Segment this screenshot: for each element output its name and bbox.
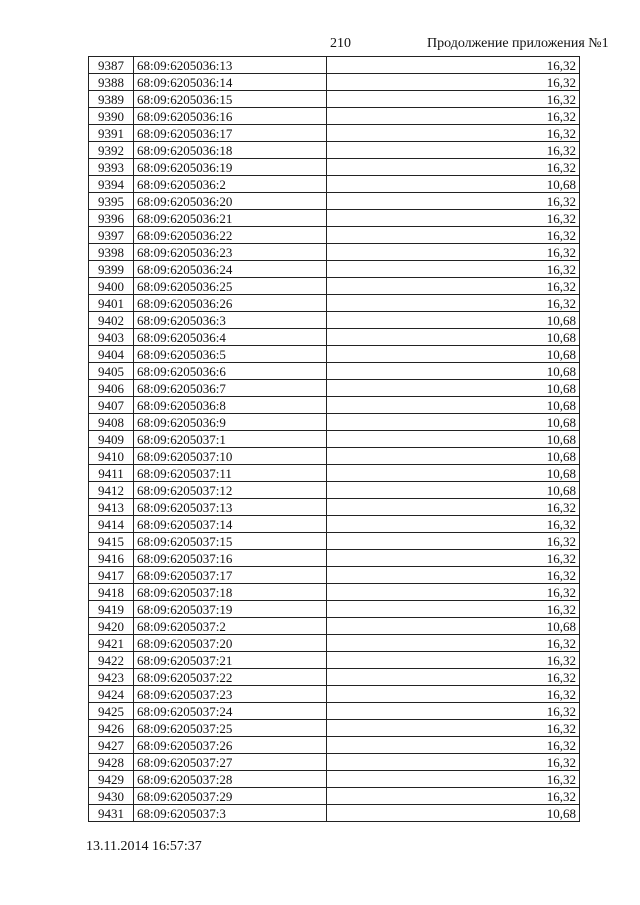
table-row — [89, 159, 580, 176]
cadastral-number-cell: 68:09:6205037:18 — [134, 584, 327, 601]
table-row — [89, 516, 580, 533]
table-row — [89, 244, 580, 261]
table-row — [89, 550, 580, 567]
row-number-cell: 9409 — [89, 431, 134, 448]
cadastral-number-cell: 68:09:6205036:25 — [134, 278, 327, 295]
table-row — [89, 805, 580, 822]
value-cell: 10,68 — [327, 448, 580, 465]
table-row — [89, 74, 580, 91]
table-row — [89, 210, 580, 227]
row-number-cell: 9402 — [89, 312, 134, 329]
cadastral-number-cell: 68:09:6205037:27 — [134, 754, 327, 771]
row-number-cell: 9410 — [89, 448, 134, 465]
value-cell: 10,68 — [327, 363, 580, 380]
value-cell: 16,32 — [327, 703, 580, 720]
table-row — [89, 448, 580, 465]
value-cell: 16,32 — [327, 516, 580, 533]
row-number-cell: 9418 — [89, 584, 134, 601]
row-number-cell: 9425 — [89, 703, 134, 720]
cadastral-number-cell: 68:09:6205036:13 — [134, 57, 327, 74]
cadastral-number-cell: 68:09:6205037:2 — [134, 618, 327, 635]
table-row — [89, 465, 580, 482]
cadastral-number-cell: 68:09:6205036:19 — [134, 159, 327, 176]
cadastral-number-cell: 68:09:6205036:8 — [134, 397, 327, 414]
page-header-title: Продолжение приложения №1 — [427, 36, 609, 51]
value-cell: 10,68 — [327, 618, 580, 635]
table-row — [89, 227, 580, 244]
row-number-cell: 9387 — [89, 57, 134, 74]
value-cell: 16,32 — [327, 295, 580, 312]
table-row — [89, 567, 580, 584]
table-row — [89, 652, 580, 669]
registry-table — [88, 56, 580, 822]
table-row — [89, 176, 580, 193]
cadastral-number-cell: 68:09:6205037:20 — [134, 635, 327, 652]
table-row — [89, 414, 580, 431]
table-row — [89, 754, 580, 771]
row-number-cell: 9430 — [89, 788, 134, 805]
row-number-cell: 9394 — [89, 176, 134, 193]
table-row — [89, 533, 580, 550]
cadastral-number-cell: 68:09:6205037:11 — [134, 465, 327, 482]
value-cell: 16,32 — [327, 74, 580, 91]
table-row — [89, 295, 580, 312]
row-number-cell: 9391 — [89, 125, 134, 142]
cadastral-number-cell: 68:09:6205037:26 — [134, 737, 327, 754]
row-number-cell: 9404 — [89, 346, 134, 363]
table-row — [89, 584, 580, 601]
value-cell: 16,32 — [327, 210, 580, 227]
value-cell: 16,32 — [327, 142, 580, 159]
cadastral-number-cell: 68:09:6205037:25 — [134, 720, 327, 737]
row-number-cell: 9419 — [89, 601, 134, 618]
row-number-cell: 9398 — [89, 244, 134, 261]
cadastral-number-cell: 68:09:6205037:29 — [134, 788, 327, 805]
row-number-cell: 9408 — [89, 414, 134, 431]
table-row — [89, 346, 580, 363]
row-number-cell: 9426 — [89, 720, 134, 737]
cadastral-number-cell: 68:09:6205036:22 — [134, 227, 327, 244]
table-row — [89, 57, 580, 74]
value-cell: 10,68 — [327, 805, 580, 822]
cadastral-number-cell: 68:09:6205037:17 — [134, 567, 327, 584]
cadastral-number-cell: 68:09:6205036:9 — [134, 414, 327, 431]
cadastral-number-cell: 68:09:6205036:3 — [134, 312, 327, 329]
row-number-cell: 9407 — [89, 397, 134, 414]
row-number-cell: 9424 — [89, 686, 134, 703]
value-cell: 10,68 — [327, 329, 580, 346]
value-cell: 10,68 — [327, 176, 580, 193]
row-number-cell: 9389 — [89, 91, 134, 108]
table-row — [89, 635, 580, 652]
cadastral-number-cell: 68:09:6205037:21 — [134, 652, 327, 669]
row-number-cell: 9393 — [89, 159, 134, 176]
value-cell: 16,32 — [327, 108, 580, 125]
cadastral-number-cell: 68:09:6205036:7 — [134, 380, 327, 397]
table-row — [89, 108, 580, 125]
cadastral-number-cell: 68:09:6205036:26 — [134, 295, 327, 312]
table-row — [89, 278, 580, 295]
page-number: 210 — [330, 36, 351, 51]
value-cell: 16,32 — [327, 788, 580, 805]
row-number-cell: 9420 — [89, 618, 134, 635]
value-cell: 10,68 — [327, 431, 580, 448]
cadastral-number-cell: 68:09:6205037:28 — [134, 771, 327, 788]
value-cell: 16,32 — [327, 499, 580, 516]
value-cell: 16,32 — [327, 652, 580, 669]
row-number-cell: 9405 — [89, 363, 134, 380]
cadastral-number-cell: 68:09:6205037:22 — [134, 669, 327, 686]
row-number-cell: 9403 — [89, 329, 134, 346]
cadastral-number-cell: 68:09:6205037:1 — [134, 431, 327, 448]
value-cell: 16,32 — [327, 720, 580, 737]
row-number-cell: 9416 — [89, 550, 134, 567]
table-row — [89, 193, 580, 210]
cadastral-number-cell: 68:09:6205037:15 — [134, 533, 327, 550]
value-cell: 16,32 — [327, 261, 580, 278]
row-number-cell: 9390 — [89, 108, 134, 125]
cadastral-number-cell: 68:09:6205036:18 — [134, 142, 327, 159]
row-number-cell: 9414 — [89, 516, 134, 533]
table-row — [89, 771, 580, 788]
value-cell: 16,32 — [327, 125, 580, 142]
table-row — [89, 397, 580, 414]
row-number-cell: 9397 — [89, 227, 134, 244]
cadastral-number-cell: 68:09:6205036:24 — [134, 261, 327, 278]
value-cell: 16,32 — [327, 567, 580, 584]
cadastral-number-cell: 68:09:6205037:14 — [134, 516, 327, 533]
value-cell: 16,32 — [327, 771, 580, 788]
table-row — [89, 720, 580, 737]
value-cell: 10,68 — [327, 482, 580, 499]
cadastral-number-cell: 68:09:6205037:23 — [134, 686, 327, 703]
value-cell: 16,32 — [327, 533, 580, 550]
value-cell: 10,68 — [327, 380, 580, 397]
table-row — [89, 380, 580, 397]
table-row — [89, 363, 580, 380]
row-number-cell: 9423 — [89, 669, 134, 686]
row-number-cell: 9392 — [89, 142, 134, 159]
row-number-cell: 9400 — [89, 278, 134, 295]
row-number-cell: 9412 — [89, 482, 134, 499]
row-number-cell: 9395 — [89, 193, 134, 210]
table-row — [89, 482, 580, 499]
cadastral-number-cell: 68:09:6205036:23 — [134, 244, 327, 261]
table-row — [89, 261, 580, 278]
cadastral-number-cell: 68:09:6205036:2 — [134, 176, 327, 193]
cadastral-number-cell: 68:09:6205036:20 — [134, 193, 327, 210]
row-number-cell: 9429 — [89, 771, 134, 788]
value-cell: 16,32 — [327, 193, 580, 210]
value-cell: 10,68 — [327, 312, 580, 329]
cadastral-number-cell: 68:09:6205036:5 — [134, 346, 327, 363]
table-row — [89, 737, 580, 754]
row-number-cell: 9417 — [89, 567, 134, 584]
table-row — [89, 669, 580, 686]
row-number-cell: 9413 — [89, 499, 134, 516]
value-cell: 10,68 — [327, 465, 580, 482]
value-cell: 16,32 — [327, 57, 580, 74]
value-cell: 16,32 — [327, 91, 580, 108]
cadastral-number-cell: 68:09:6205036:15 — [134, 91, 327, 108]
row-number-cell: 9415 — [89, 533, 134, 550]
row-number-cell: 9431 — [89, 805, 134, 822]
table-row — [89, 431, 580, 448]
row-number-cell: 9411 — [89, 465, 134, 482]
row-number-cell: 9388 — [89, 74, 134, 91]
row-number-cell: 9421 — [89, 635, 134, 652]
value-cell: 16,32 — [327, 737, 580, 754]
cadastral-number-cell: 68:09:6205036:14 — [134, 74, 327, 91]
table-row — [89, 312, 580, 329]
row-number-cell: 9399 — [89, 261, 134, 278]
row-number-cell: 9427 — [89, 737, 134, 754]
table-row — [89, 601, 580, 618]
value-cell: 16,32 — [327, 227, 580, 244]
value-cell: 16,32 — [327, 244, 580, 261]
table-row — [89, 703, 580, 720]
value-cell: 10,68 — [327, 346, 580, 363]
value-cell: 16,32 — [327, 754, 580, 771]
cadastral-number-cell: 68:09:6205036:6 — [134, 363, 327, 380]
value-cell: 16,32 — [327, 686, 580, 703]
cadastral-number-cell: 68:09:6205037:3 — [134, 805, 327, 822]
value-cell: 16,32 — [327, 584, 580, 601]
row-number-cell: 9406 — [89, 380, 134, 397]
value-cell: 16,32 — [327, 669, 580, 686]
cadastral-number-cell: 68:09:6205036:21 — [134, 210, 327, 227]
row-number-cell: 9428 — [89, 754, 134, 771]
value-cell: 16,32 — [327, 550, 580, 567]
table-row — [89, 686, 580, 703]
table-row — [89, 499, 580, 516]
value-cell: 10,68 — [327, 397, 580, 414]
table-row — [89, 142, 580, 159]
cadastral-number-cell: 68:09:6205037:19 — [134, 601, 327, 618]
value-cell: 16,32 — [327, 278, 580, 295]
row-number-cell: 9422 — [89, 652, 134, 669]
cadastral-number-cell: 68:09:6205036:4 — [134, 329, 327, 346]
value-cell: 10,68 — [327, 414, 580, 431]
cadastral-number-cell: 68:09:6205036:16 — [134, 108, 327, 125]
value-cell: 16,32 — [327, 601, 580, 618]
cadastral-number-cell: 68:09:6205037:13 — [134, 499, 327, 516]
value-cell: 16,32 — [327, 635, 580, 652]
table-row — [89, 125, 580, 142]
table-row — [89, 329, 580, 346]
cadastral-number-cell: 68:09:6205037:24 — [134, 703, 327, 720]
cadastral-number-cell: 68:09:6205036:17 — [134, 125, 327, 142]
registry-table-body — [89, 57, 580, 822]
cadastral-number-cell: 68:09:6205037:16 — [134, 550, 327, 567]
value-cell: 16,32 — [327, 159, 580, 176]
row-number-cell: 9396 — [89, 210, 134, 227]
table-row — [89, 788, 580, 805]
print-timestamp: 13.11.2014 16:57:37 — [86, 839, 202, 854]
table-row — [89, 91, 580, 108]
cadastral-number-cell: 68:09:6205037:10 — [134, 448, 327, 465]
table-row — [89, 618, 580, 635]
row-number-cell: 9401 — [89, 295, 134, 312]
cadastral-number-cell: 68:09:6205037:12 — [134, 482, 327, 499]
